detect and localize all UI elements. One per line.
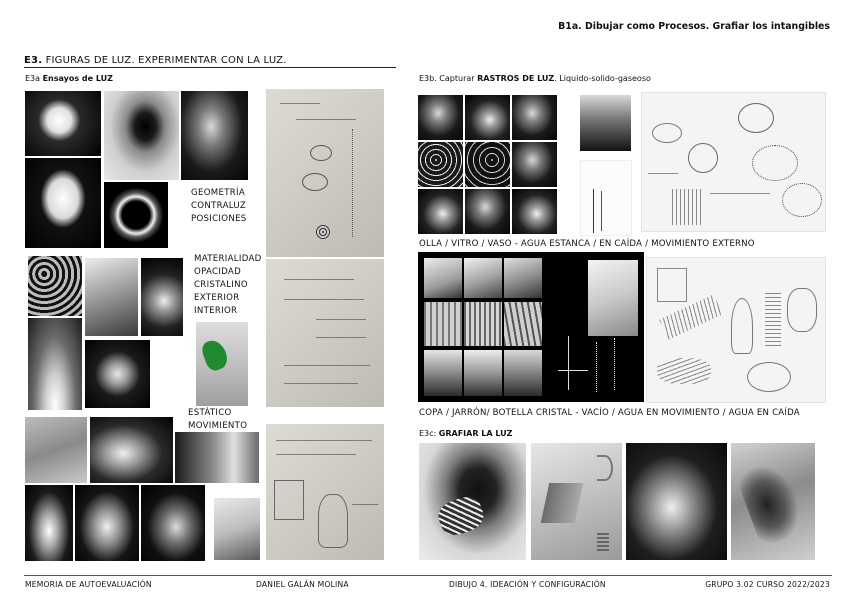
glass-shape (541, 483, 584, 523)
bottle-cap-photo (85, 258, 138, 336)
sketch-hatched (765, 292, 781, 346)
water-pour-photo (25, 485, 73, 561)
light-arc-shape (597, 455, 613, 481)
pot-photo-2 (465, 95, 510, 140)
green-glass-shape (200, 337, 231, 373)
sketch-splash (752, 145, 798, 181)
e3b-caption-2: COPA / JARRÓN/ BOTELLA CRISTAL - VACÍO / AGUA EN MOVIMIENTO / AGUA EN CAÍDA (419, 408, 800, 418)
sketch-box (657, 268, 687, 302)
sketch-swirl (738, 103, 774, 133)
trace-line (568, 336, 569, 390)
footer-author: DANIEL GALÁN MOLINA (256, 580, 349, 589)
sketch-line (296, 119, 356, 120)
graph-light-photo-2 (531, 443, 622, 560)
sketch-line (284, 383, 358, 384)
ball-shadow-photo (104, 91, 179, 180)
sketch-line (280, 103, 320, 104)
label-cristalino: CRISTALINO (194, 280, 248, 290)
trace-dotted-line (596, 342, 597, 392)
sketch-line (316, 319, 366, 320)
pot-photo-3 (512, 95, 557, 140)
bottle-fall-photo (214, 498, 260, 560)
e3b-suffix: . Liquido-solido-gaseoso (554, 74, 651, 83)
glass-photo-1 (424, 350, 462, 396)
light-stripes-shape (597, 531, 609, 551)
bottle-photo-2 (464, 258, 502, 298)
sketch-pot (652, 123, 682, 143)
sketch-splash (782, 183, 822, 217)
label-posiciones: POSICIONES (191, 214, 247, 224)
sketch-sheet-rastros-2 (646, 257, 826, 403)
graph-light-photo-3 (626, 443, 727, 560)
e3c-title (419, 430, 512, 439)
section-underline (24, 67, 396, 68)
e3a-title (25, 75, 113, 84)
e3c-prefix: E3c: (419, 429, 439, 438)
sketch-sheet-rastros-1 (641, 92, 826, 232)
ring-light-photo (104, 182, 168, 248)
sketch-line (316, 337, 366, 338)
vase-photo-3 (504, 302, 542, 346)
label-estatico: ESTÁTICO (188, 408, 232, 418)
glass-side-photo (90, 417, 173, 483)
bottle-photo-3 (504, 258, 542, 298)
ice-glass-photo (175, 432, 259, 483)
glass-top-view-photo (85, 340, 150, 408)
water-drops-photo-2 (465, 142, 510, 187)
dark-glass-shape (735, 457, 809, 549)
sketch-bottle (318, 494, 348, 548)
section-code: E3. (24, 55, 43, 66)
sketch-sheet-2 (266, 259, 384, 407)
sketch-glass (274, 480, 304, 520)
e3b-prefix: E3b. Capturar (419, 74, 478, 83)
e3a-prefix: E3a (25, 74, 43, 83)
label-contraluz: CONTRALUZ (191, 201, 247, 211)
trace-line (601, 191, 602, 231)
label-movimiento: MOVIMIENTO (188, 421, 248, 431)
footer-rule (24, 575, 832, 576)
vase-photo-1 (424, 302, 462, 346)
sketch-dotted-line (352, 129, 353, 237)
light-caustic-shape (435, 493, 488, 540)
sketch-ellipse (302, 173, 328, 191)
water-drops-photo-1 (418, 142, 463, 187)
sketch-bottle (731, 298, 753, 354)
graph-light-photo-4 (731, 443, 815, 560)
sketch-ellipse (747, 362, 791, 392)
sketch-dotted-circle (316, 225, 330, 239)
sketch-line (284, 299, 364, 300)
glass-photo-3 (504, 350, 542, 396)
label-opacidad: OPACIDAD (194, 267, 242, 277)
vase-photo-2 (464, 302, 502, 346)
sketch-cone (657, 358, 711, 384)
bottle-photo-1 (424, 258, 462, 298)
pot-photo-1 (418, 95, 463, 140)
sketch-line (710, 193, 770, 194)
empty-glass-photo (141, 485, 205, 561)
sketch-sheet-3 (266, 424, 384, 560)
glass-water-photo-3 (512, 189, 557, 234)
ball-glass-photo (181, 91, 248, 180)
water-drops-photo-3 (512, 142, 557, 187)
label-group-motion (188, 407, 247, 433)
footer-right: GRUPO 3.02 CURSO 2022/2023 (705, 580, 830, 589)
sketch-ellipse (310, 145, 332, 161)
e3a-title-text: Ensayos de LUZ (42, 74, 113, 83)
document-header-title: B1a. Dibujar como Procesos. Grafiar los intangibles (558, 21, 830, 32)
objects-grid-photo (28, 256, 82, 316)
label-group-geometry (191, 187, 247, 226)
sketch-line (276, 454, 356, 455)
e3b-title-text: RASTROS DE LUZ (477, 74, 555, 83)
footer-left: MEMORIA DE AUTOEVALUACIÓN (25, 580, 152, 589)
light-trace-strip (580, 160, 632, 236)
sketch-swirl (688, 143, 718, 173)
label-materialidad: MATERIALIDAD (194, 254, 262, 264)
trace-dotted-line (614, 338, 615, 390)
sketch-swirl (787, 288, 817, 332)
trace-line (558, 370, 588, 371)
glass-table-photo (25, 417, 87, 483)
sketch-line (276, 440, 372, 441)
glass-water-photo-1 (418, 189, 463, 234)
section-title-text: FIGURAS DE LUZ. EXPERIMENTAR CON LA LUZ. (42, 55, 287, 66)
graph-light-photo-1 (419, 443, 526, 560)
section-title (24, 55, 287, 66)
room-photo (588, 260, 638, 336)
sketch-sheet-1 (266, 89, 384, 257)
sketch-hatched-glass (672, 189, 704, 225)
label-interior: INTERIOR (194, 306, 238, 316)
label-exterior: EXTERIOR (194, 293, 240, 303)
green-glass-photo (196, 322, 248, 406)
kitchen-photo (580, 95, 631, 151)
e3c-title-text: GRAFIAR LA LUZ (438, 429, 513, 438)
footer-course: DIBUJO 4. IDEACIÓN Y CONFIGURACIÓN (449, 580, 606, 589)
trace-line (593, 189, 594, 233)
glass-photo-2 (464, 350, 502, 396)
label-geometria: GEOMETRÍA (191, 188, 246, 198)
sketch-line (284, 279, 354, 280)
glassware-photo-panel (418, 252, 644, 402)
sketch-line (284, 365, 370, 366)
label-group-material (194, 253, 262, 318)
sketch-line (648, 173, 678, 174)
dark-bottle-photo (141, 258, 183, 336)
e3b-caption-1: OLLA / VITRO / VASO - AGUA ESTANCA / EN CAÍDA / MOVIMIENTO EXTERNO (419, 239, 755, 249)
sketch-line (352, 504, 378, 505)
golf-ball-photo (25, 91, 101, 156)
glass-water-photo-2 (465, 189, 510, 234)
ice-cubes-photo (75, 485, 139, 561)
contraluz-photo (25, 158, 101, 248)
cone-light-photo (28, 318, 82, 410)
e3b-title (419, 75, 651, 84)
